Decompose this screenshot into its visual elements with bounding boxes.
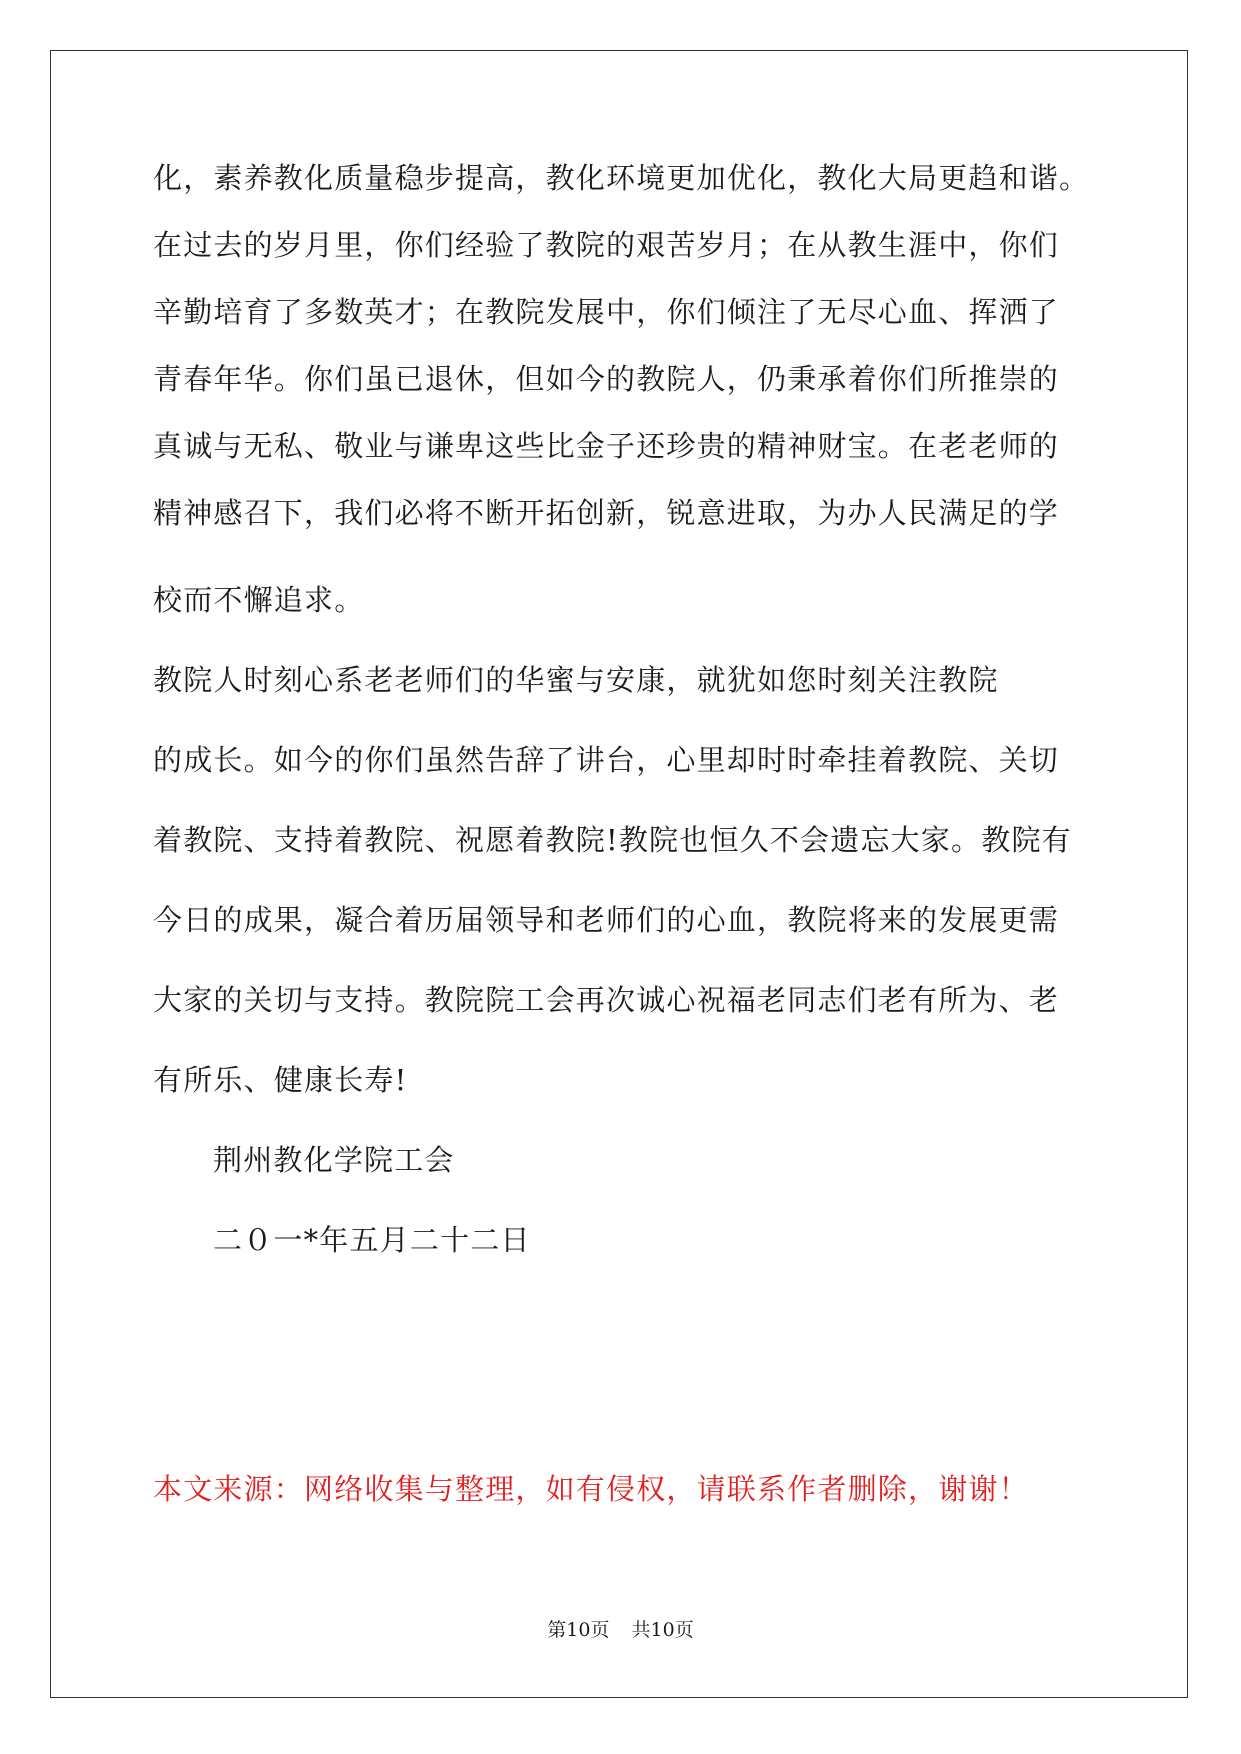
page-footer <box>0 1618 1241 1642</box>
source-disclaimer: 本文来源：网络收集与整理，如有侵权，请联系作者删除，谢谢！ <box>153 1472 1029 1506</box>
body-line-6: 精神感召下，我们必将不断开拓创新，锐意进取，为办人民满足的学 <box>153 496 1060 530</box>
body-line-3: 辛勤培育了多数英才；在教院发展中，你们倾注了无尽心血、挥洒了 <box>153 295 1060 329</box>
body-line-11: 今日的成果，凝合着历届领导和老师们的心血，教院将来的发展更需 <box>153 903 1060 937</box>
body-line-8: 教院人时刻心系老老师们的华蜜与安康，就犹如您时刻关注教院 <box>153 663 999 697</box>
body-line-9: 的成长。如今的你们虽然告辞了讲台，心里却时时牵挂着教院、关切 <box>153 743 1060 777</box>
body-line-12: 大家的关切与支持。教院院工会再次诚心祝福老同志们老有所为、老 <box>153 983 1060 1017</box>
body-line-7: 校而不懈追求。 <box>153 583 365 617</box>
body-line-13: 有所乐、健康长寿! <box>153 1063 408 1097</box>
body-line-2: 在过去的岁月里，你们经验了教院的艰苦岁月；在从教生涯中，你们 <box>153 228 1060 262</box>
body-line-1: 化，素养教化质量稳步提高，教化环境更加优化，教化大局更趋和谐。 <box>153 161 1090 195</box>
body-line-5: 真诚与无私、敬业与谦卑这些比金子还珍贵的精神财宝。在老老师的 <box>153 429 1060 463</box>
page-number-current: 第10页 <box>547 1619 610 1641</box>
body-line-10: 着教院、支持着教院、祝愿着教院!教院也恒久不会遗忘大家。教院有 <box>153 823 1072 857</box>
signature-date: 二０一*年五月二十二日 <box>213 1223 531 1257</box>
signature-org: 荆州教化学院工会 <box>213 1143 455 1177</box>
body-line-4: 青春年华。你们虽已退休，但如今的教院人，仍秉承着你们所推崇的 <box>153 362 1060 396</box>
page-number-total: 共10页 <box>631 1619 694 1641</box>
